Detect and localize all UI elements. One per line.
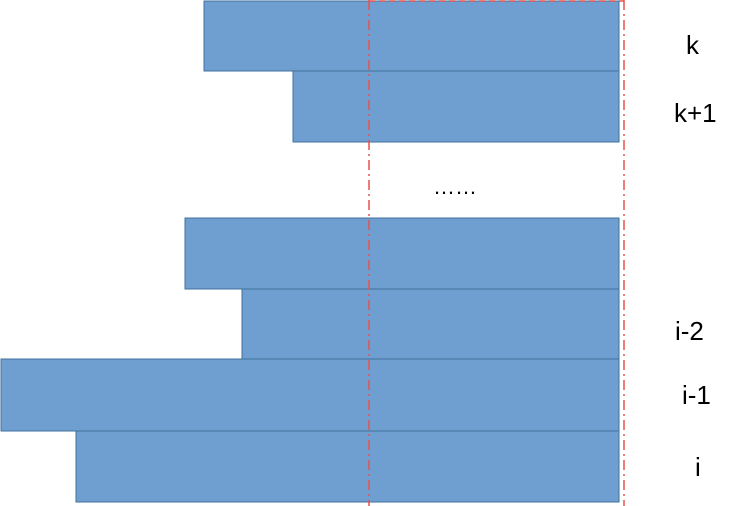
bar-i <box>76 431 619 502</box>
bar-i-minus-2 <box>242 289 619 359</box>
label-i-minus-1: i-1 <box>682 380 711 410</box>
ellipsis: …… <box>433 174 477 199</box>
label-i-minus-2: i-2 <box>675 316 704 346</box>
bar-i-minus-1 <box>1 359 619 431</box>
label-i: i <box>695 452 701 482</box>
bar-unlabeled <box>185 218 619 289</box>
bar-k <box>204 1 619 71</box>
label-k: k <box>686 30 699 60</box>
bar-k-plus-1 <box>293 71 619 142</box>
label-k-plus-1: k+1 <box>674 98 717 128</box>
